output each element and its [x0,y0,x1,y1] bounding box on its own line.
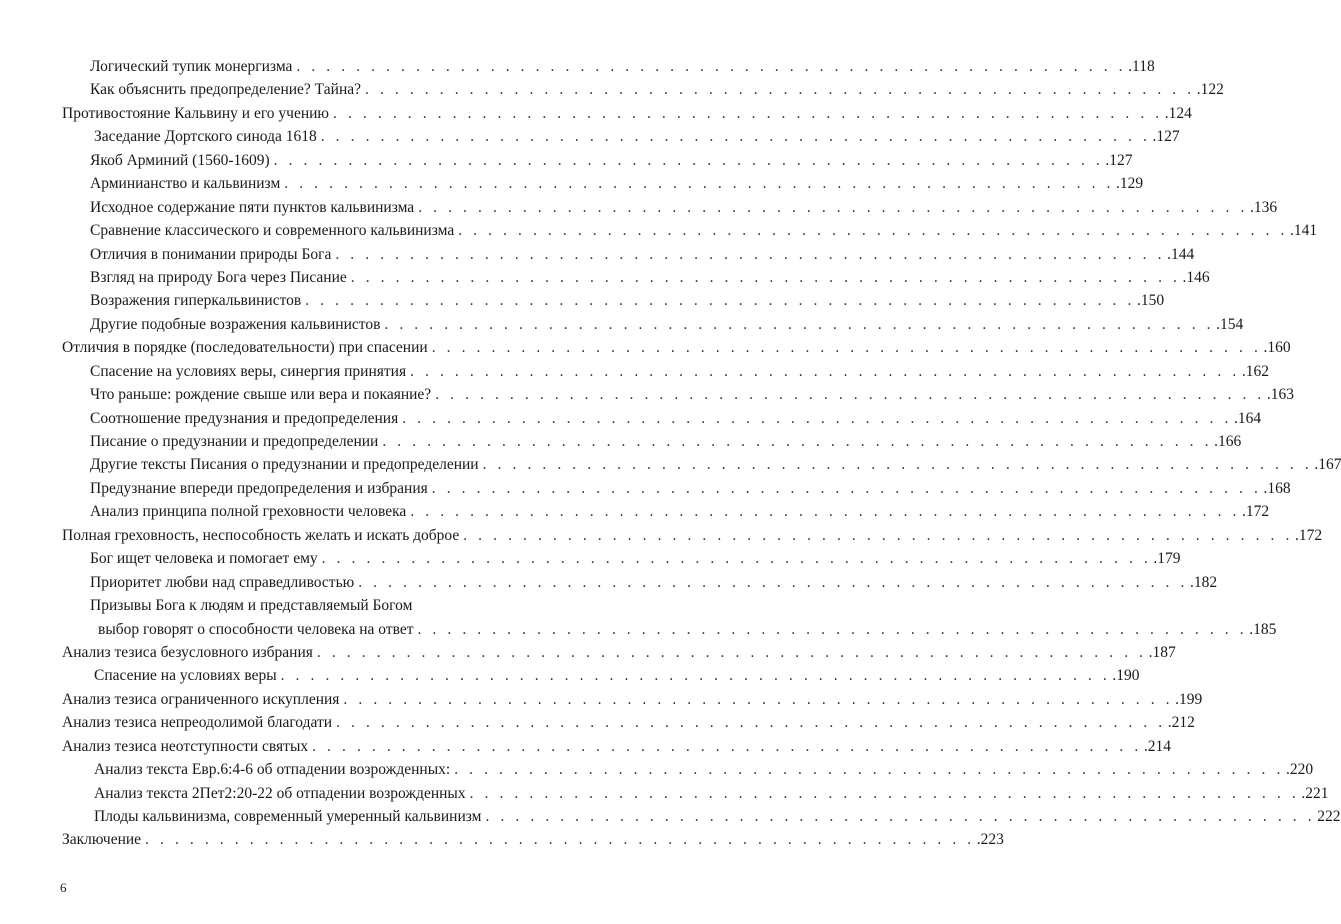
dot-leader: . . . . . . . . . . . . . . . . . . . . . . . . . . . . . . . . . . . . . . . . . . . . . . . . . . . . . . . . [273,151,1104,169]
toc-entry-title: Исходное содержание пяти пунктов кальвинизма [90,198,415,216]
dot-leader: . . . . . . . . . . . . . . . . . . . . . . . . . . . . . . . . . . . . . . . . . . . . . . . . . . . . . . . . [296,58,1127,75]
toc-entry-page: .146 [1182,268,1210,286]
dot-leader: . . . . . . . . . . . . . . . . . . . . . . . . . . . . . . . . . . . . . . . . . . . . . . . . . . . . . . . . [402,409,1232,427]
toc-entry-page: .150 [1136,292,1165,310]
toc-entry [62,547,1181,570]
toc-entry-page: .223 [976,831,1004,849]
toc-entry [62,805,1341,828]
toc-entry [62,243,1195,266]
dot-leader: . . . . . . . . . . . . . . . . . . . . . . . . . . . . . . . . . . . . . . . . . . . . . . . . . . . . . . . . [350,268,1181,286]
dot-leader: . . . . . . . . . . . . . . . . . . . . . . . . . . . . . . . . . . . . . . . . . . . . . . . . . . . . . . . . [280,667,1111,685]
dot-leader: . . . . . . . . . . . . . . . . . . . . . . . . . . . . . . . . . . . . . . . . . . . . . . . . . . . . . . . . [343,690,1174,708]
toc-entry [62,618,1277,641]
toc-entry [62,430,1242,453]
toc-entry-title: Отличия в понимании природы Бога [90,245,332,263]
toc-entry-page: .221 [1301,784,1329,802]
toc-entry [62,313,1244,336]
dot-leader: . . . . . . . . . . . . . . . . . . . . . . . . . . . . . . . . . . . . . . . . . . . . . . . . . . . . . . . . [435,386,1265,404]
toc-entry-page: .127 [1152,128,1180,146]
toc-entry-page: .154 [1216,315,1244,333]
dot-leader: . . . . . . . . . . . . . . . . . . . . . . . . . . . . . . . . . . . . . . . . . . . . . . . . . . . . . . . . [458,222,1288,240]
dot-leader: . . . . . . . . . . . . . . . . . . . . . . . . . . . . . . . . . . . . . . . . . . . . . . . . . . . . . . . . [431,339,1262,357]
toc-entry-page: .179 [1153,550,1181,568]
dot-leader: . . . . . . . . . . . . . . . . . . . . . . . . . . . . . . . . . . . . . . . . . . . . . . . . . . . . . . . . [321,550,1152,568]
toc-entry [62,594,548,617]
toc-entry-title: Анализ тезиса неотступности святых [62,737,309,755]
dot-leader: . . . . . . . . . . . . . . . . . . . . . . . . . . . . . . . . . . . . . . . . . . . . . . . . . . . . . . . . [384,315,1215,333]
dot-leader: . . . . . . . . . . . . . . . . . . . . . . . . . . . . . . . . . . . . . . . . . . . . . . . . . . . . . . . . [320,128,1151,146]
toc-entry-page: .187 [1148,643,1176,661]
toc-entry [62,55,1155,78]
toc-entry-title: Противостояние Кальвину и его учению [62,104,330,122]
toc-entry-page: .220 [1285,761,1314,779]
toc-entry [62,383,1295,406]
toc-entry-title: Бог ищет человека и помогает ему [90,550,318,568]
toc-entry-page: .212 [1167,714,1195,732]
dot-leader: . . . . . . . . . . . . . . . . . . . . . . . . . . . . . . . . . . . . . . . . . . . . . . . . . . . . . . . . [316,643,1147,661]
toc-entry-title: Писание о предузнании и предопределении [90,433,379,450]
toc-entry [62,711,1195,734]
dot-leader: . . . . . . . . . . . . . . . . . . . . . . . . . . . . . . . . . . . . . . . . . . . . . . . . . . . . . . . . [145,831,975,849]
toc-entry-title: Заседание Дортского синода 1618 [94,128,317,146]
toc-entry-title: Соотношение предузнания и предопределения [90,409,399,427]
dot-leader: . . . . . . . . . . . . . . . . . . . . . . . . . . . . . . . . . . . . . . . . . . . . . . . . . . . . . . . . [410,362,1240,380]
toc-entry-title: Анализ принципа полной греховности человека [90,503,407,521]
dot-leader: . . . . . . . . . . . . . . . . . . . . . . . . . . . . . . . . . . . . . . . . . . . . . . . . . . . . . . . . [335,245,1166,263]
toc-entry-title: Анализ текста 2Пет2:20-22 об отпадении возрожденных [94,784,466,802]
toc-entry-page: .172 [1294,526,1323,544]
toc-entry-title: Анализ тезиса непреодолимой благодати [62,714,333,732]
toc-entry-page: .129 [1116,175,1144,193]
dot-leader: . . . . . . . . . . . . . . . . . . . . . . . . . . . . . . . . . . . . . . . . . . . . . . . . . . . . . . . . [417,620,1248,638]
toc-entry [62,125,1180,148]
toc-entry [62,524,1323,547]
page-number: 6 [60,880,67,895]
toc-entry [62,360,1269,383]
toc-entry-page: 222 [1317,808,1341,825]
toc-entry-page: .160 [1263,339,1291,357]
toc-entry-page: .163 [1266,386,1295,404]
toc-entry-page: .144 [1167,245,1195,263]
toc-entry-title: выбор говорят о способности человека на ответ [98,620,414,638]
toc-entry [62,477,1291,500]
toc-entry-title: Анализ текста Евр.6:4-6 об отпадении возрожденных: [94,761,451,779]
dot-leader: . . . . . . . . . . . . . . . . . . . . . . . . . . . . . . . . . . . . . . . . . . . . . . . . . . . . . . . . [463,526,1293,544]
toc-entry [62,219,1318,242]
toc-entry [62,688,1203,711]
toc-entry-title: Призывы Бога к людям и представляемый Богом [90,597,413,615]
toc-entry-page: .214 [1143,737,1171,755]
toc-entry-title: Сравнение классического и современного кальвинизма [90,222,455,240]
dot-leader: . . . . . . . . . . . . . . . . . . . . . . . . . . . . . . . . . . . . . . . . . . . . . . . . . . . . . . . . [333,104,1163,122]
toc-entry [62,828,1004,851]
toc-entry [62,664,1140,687]
toc-entry-page: .122 [1196,81,1224,99]
toc-entry [62,102,1192,125]
dot-leader: . . . . . . . . . . . . . . . . . . . . . . . . . . . . . . . . . . . . . . . . . . . . . . . . . . . . . . . . [365,81,1195,99]
toc-entry-title: Полная греховность, неспособность желать и искать доброе [62,526,460,544]
toc-entry-title: Что раньше: рождение свыше или вера и покаяние? [90,386,432,404]
table-of-contents [62,55,1341,852]
toc-entry-page: .172 [1242,503,1270,521]
toc-entry-title: Приоритет любви над справедливостью [90,573,355,591]
toc-entry-page: .190 [1112,667,1140,685]
toc-entry-title: Другие подобные возражения кальвинистов [90,315,381,333]
toc-entry [62,289,1165,312]
toc-entry-page: .127 [1105,151,1133,169]
toc-entry-page: .166 [1214,433,1242,450]
toc-entry-page: .162 [1241,362,1269,380]
toc-entry-title: Анализ тезиса безусловного избрания [62,643,313,661]
toc-entry-page: .124 [1164,104,1192,122]
toc-entry-title: Анализ тезиса ограниченного искупления [62,690,340,708]
toc-entry-title: Как объяснить предопределение? Тайна? [90,81,361,99]
toc-entry-title: Предузнание впереди предопределения и избрания [90,479,428,497]
toc-entry [62,641,1176,664]
toc-entry-page: .182 [1189,573,1218,591]
toc-entry-title: Арминианство и кальвинизм [90,175,281,193]
dot-leader: . . . . . . . . . . . . . . . . . . . . . . . . . . . . . . . . . . . . . . . . . . . . . . . . . . . . . . . . [469,784,1300,802]
dot-leader: . . . . . . . . . . . . . . . . . . . . . . . . . . . . . . . . . . . . . . . . . . . . . . . . . . . . . . . . [358,573,1188,591]
toc-entry [62,336,1291,359]
toc-entry-page: .185 [1249,620,1277,638]
toc-entry [62,500,1270,523]
dot-leader: . . . . . . . . . . . . . . . . . . . . . . . . . . . . . . . . . . . . . . . . . . . . . . . . . . . . . . . . [284,175,1115,193]
toc-entry [62,407,1262,430]
dot-leader: . . . . . . . . . . . . . . . . . . . . . . . . . . . . . . . . . . . . . . . . . . . . . . . . . . . . . . . . [482,456,1313,474]
toc-entry [62,782,1329,805]
toc-entry-title: Спасение на условиях веры, синергия принятия [90,362,407,380]
toc-entry-title: Якоб Арминий (1560-1609) [90,151,270,169]
toc-entry-title: Возражения гиперкальвинистов [90,292,302,310]
toc-entry [62,453,1341,476]
toc-entry-title: Спасение на условиях веры [94,667,277,685]
toc-entry-page: .164 [1233,409,1262,427]
dot-leader: . . . . . . . . . . . . . . . . . . . . . . . . . . . . . . . . . . . . . . . . . . . . . . . . . . . . . . . . [336,714,1166,732]
toc-entry-title: Другие тексты Писания о предузнании и предопределении [90,456,479,474]
dot-leader: . . . . . . . . . . . . . . . . . . . . . . . . . . . . . . . . . . . . . . . . . . . . . . . . . . . . . . . . [431,479,1262,497]
dot-leader: . . . . . . . . . . . . . . . . . . . . . . . . . . . . . . . . . . . . . . . . . . . . . . . . . . . . . . . . [410,503,1241,521]
toc-entry-title: Плоды кальвинизма, современный умеренный кальвинизм [94,808,482,825]
toc-entry-page: .168 [1263,479,1291,497]
toc-entry-page: .118 [1128,58,1155,75]
toc-entry [62,571,1218,594]
toc-entry-page: .167 [1314,456,1341,474]
toc-entry [62,78,1224,101]
toc-entry-page: .136 [1249,198,1278,216]
toc-entry-page: .141 [1289,222,1318,240]
toc-entry-title: Отличия в порядке (последовательности) при спасении [62,339,428,357]
toc-entry [62,266,1210,289]
toc-entry-title: Взгляд на природу Бога через Писание [90,268,347,286]
toc-entry-title: Логический тупик монергизма [90,58,293,75]
dot-leader: . . . . . . . . . . . . . . . . . . . . . . . . . . . . . . . . . . . . . . . . . . . . . . . . . . . . . . . . [382,433,1213,450]
dot-leader: . . . . . . . . . . . . . . . . . . . . . . . . . . . . . . . . . . . . . . . . . . . . . . . . . . . . . . . . [312,737,1142,755]
dot-leader: . . . . . . . . . . . . . . . . . . . . . . . . . . . . . . . . . . . . . . . . . . . . . . . . . . . . . . . . [454,761,1284,779]
dot-leader: . . . . . . . . . . . . . . . . . . . . . . . . . . . . . . . . . . . . . . . . . . . . . . . . . . . . . . . . [305,292,1135,310]
toc-entry-title: Заключение [62,831,142,849]
toc-entry [62,149,1133,172]
dot-leader: . . . . . . . . . . . . . . . . . . . . . . . . . . . . . . . . . . . . . . . . . . . . . . . . . . . . . . . . [418,198,1248,216]
dot-leader: . . . . . . . . . . . . . . . . . . . . . . . . . . . . . . . . . . . . . . . . . . . . . . . . . . . . . . . . [485,808,1316,825]
toc-entry-page: .199 [1175,690,1203,708]
toc-entry [62,735,1171,758]
toc-entry [62,758,1314,781]
toc-entry [62,172,1144,195]
toc-entry [62,196,1278,219]
